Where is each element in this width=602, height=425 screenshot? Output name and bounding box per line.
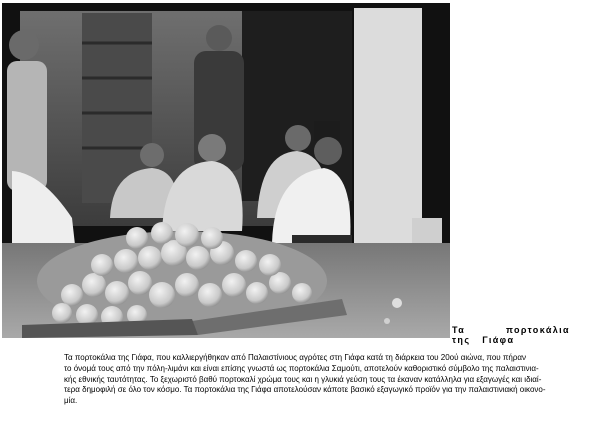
- caption-line: το όνομά τους από την πόλη-λιμάνι και είναι επίσης γνωστά ως πορτοκάλια Σαμούτι, αποτελούν καθοριστικό σύμβολο της παλαιστινια-: [64, 363, 539, 373]
- caption-line: μία.: [64, 396, 78, 406]
- historical-photograph: [2, 3, 450, 338]
- photo-caption-body: [64, 353, 572, 407]
- orange-packers-photo: [2, 3, 450, 338]
- caption-line: Τα πορτοκάλια της Γιάφα, που καλλιεργήθηκαν από Παλαιστίνιους αγρότες στη Γιάφα κατά τη διάρκεια του 20ού αιώνα, που πήραν: [64, 353, 527, 362]
- photo-caption-title: Τα πορτοκάλια της Γιάφα: [452, 325, 570, 345]
- caption-line: κής εθνικής ταυτότητας. Το ξεχωριστό βαθύ πορτοκαλί χρώμα τους και η γλυκιά γεύση τους τα έκαναν κατάλληλα για εξαγωγές και ιδιαί-: [64, 374, 542, 384]
- caption-line: τερα δημοφιλή σε όλο τον κόσμο. Τα πορτοκάλια της Γιάφα αποτελούσαν κάποτε βασικό εξαγωγικό προϊόν για την παλαιστινιακή οικονο-: [64, 385, 546, 395]
